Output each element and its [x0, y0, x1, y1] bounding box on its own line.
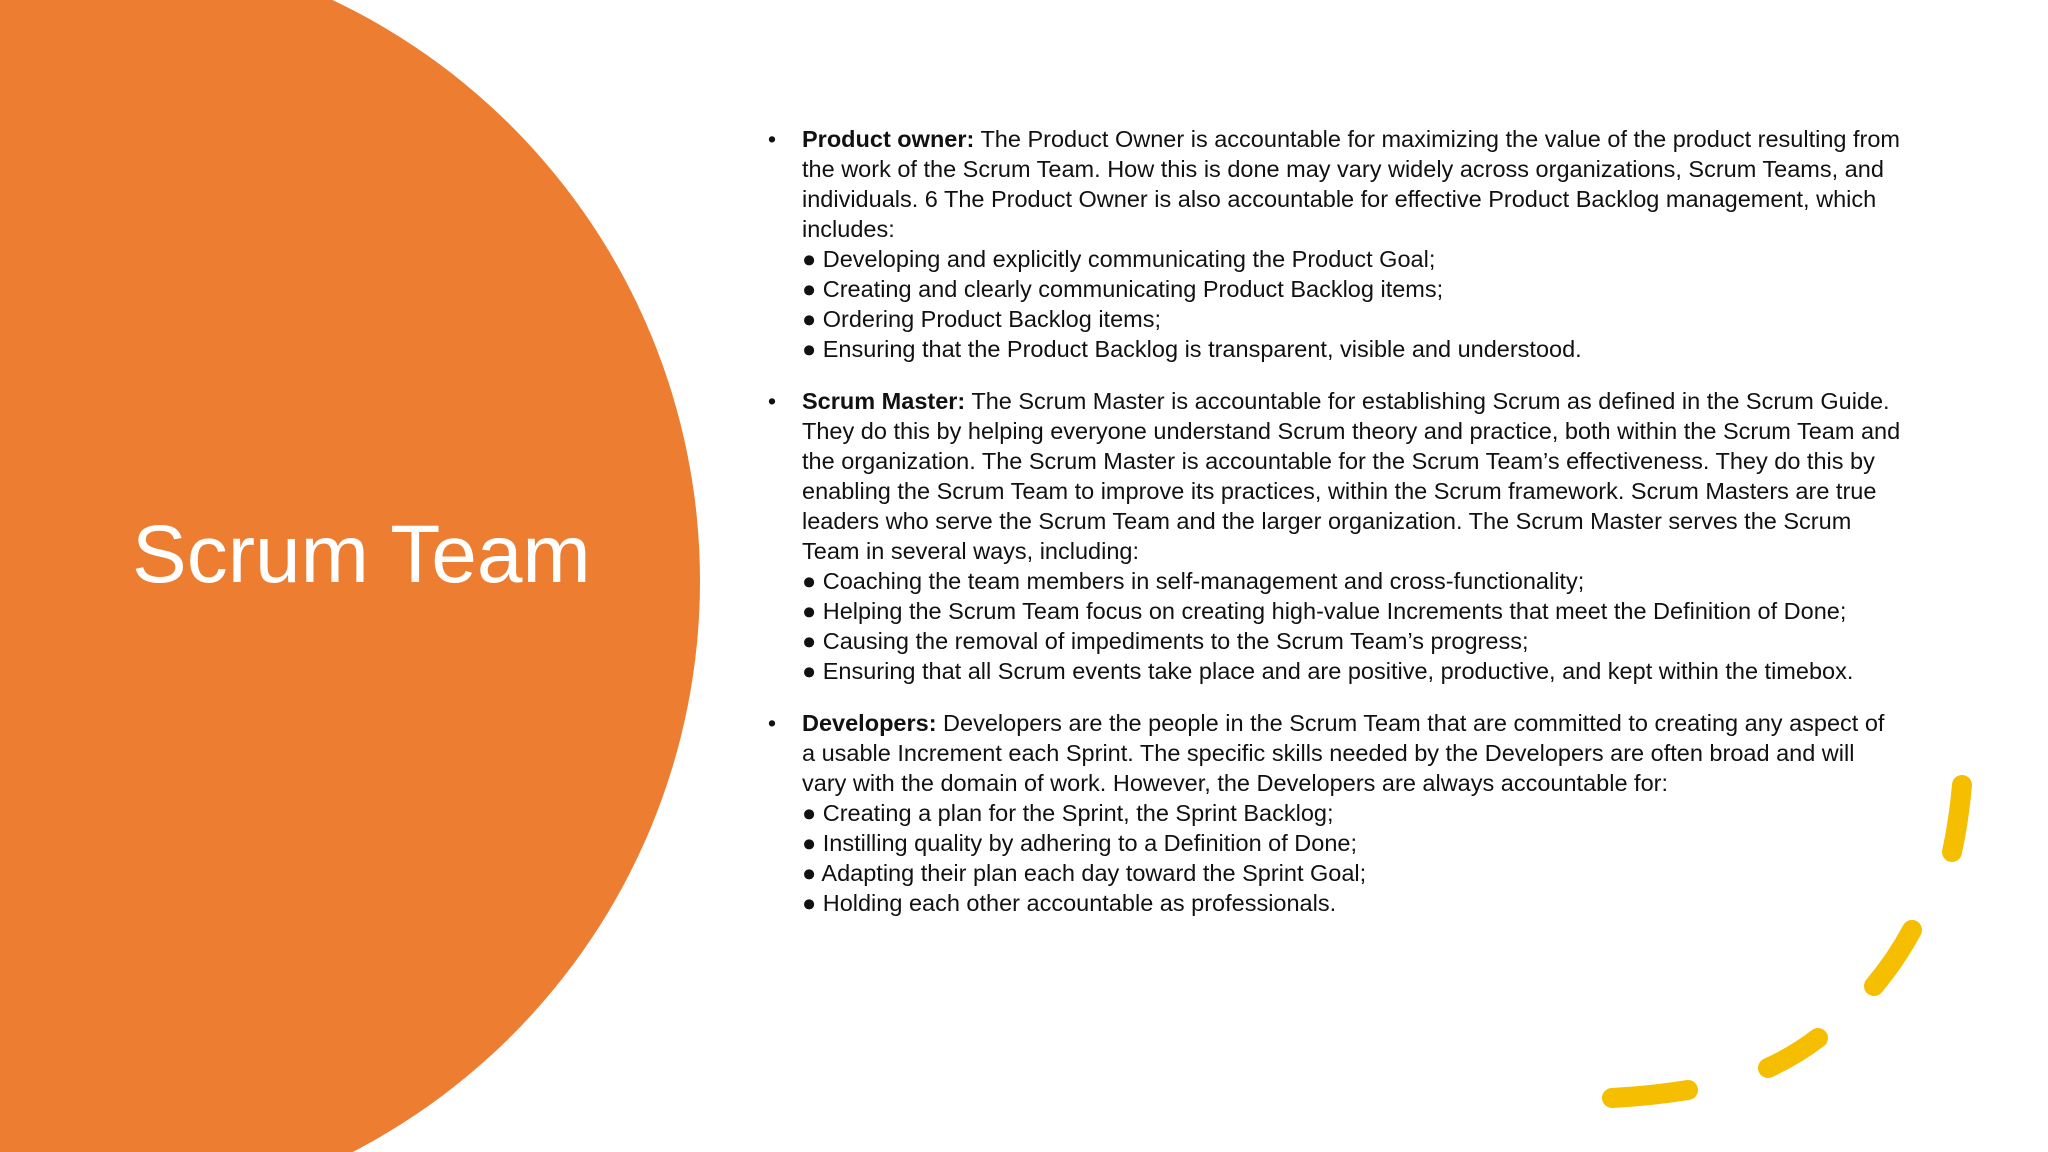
section-heading: Scrum Master:: [802, 388, 966, 414]
slide-title: Scrum Team: [132, 509, 591, 600]
bullet-marker: •: [767, 710, 777, 736]
list-item: ● Helping the Scrum Team focus on creating high-value Increments that meet the Definition of Done;: [802, 598, 1847, 624]
decoration-dash: [1612, 1090, 1688, 1098]
section-text: Developers are the people in the Scrum Team that are committed to creating any aspect of a usable Increment each Sprint. The specific skills needed by the Developers are often broad and will vary with the domain of work. However, the Developers are always accountable for:: [802, 710, 1885, 796]
section-paragraph: [802, 708, 1902, 798]
list-item: ● Creating a plan for the Sprint, the Sprint Backlog;: [802, 800, 1334, 826]
list-item: ● Ordering Product Backlog items;: [802, 306, 1162, 332]
decoration-dash: [1768, 1038, 1818, 1068]
list-item: ● Holding each other accountable as professionals.: [802, 890, 1337, 916]
list-item: ● Developing and explicitly communicating the Product Goal;: [802, 246, 1436, 272]
bullet-marker: •: [767, 388, 777, 414]
section-heading: Product owner:: [802, 126, 975, 152]
section-heading: Developers:: [802, 710, 937, 736]
section-scrum-master: [762, 386, 1902, 686]
section-developers: [762, 708, 1902, 918]
bullet-marker: •: [767, 126, 777, 152]
list-item: ● Instilling quality by adhering to a Definition of Done;: [802, 830, 1358, 856]
list-item: ● Creating and clearly communicating Product Backlog items;: [802, 276, 1444, 302]
list-item: ● Ensuring that all Scrum events take place and are positive, productive, and kept within the timebox.: [802, 658, 1854, 684]
section-text: The Product Owner is accountable for maximizing the value of the product resulting from the work of the Scrum Team. How this is done may vary widely across organizations, Scrum Teams, and individuals. 6 The Product Owner is also accountable for effective Product Backlog management, which includes:: [802, 126, 1901, 242]
section-paragraph: [802, 124, 1902, 244]
decoration-dash: [1952, 785, 1962, 852]
list-item: ● Adapting their plan each day toward the Sprint Goal;: [802, 860, 1367, 886]
list-item: ● Ensuring that the Product Backlog is transparent, visible and understood.: [802, 336, 1582, 362]
list-item: ● Causing the removal of impediments to the Scrum Team’s progress;: [802, 628, 1529, 654]
section-product-owner: [762, 124, 1902, 364]
section-text: The Scrum Master is accountable for establishing Scrum as defined in the Scrum Guide. They do this by helping everyone understand Scrum theory and practice, both within the Scrum Team and the organization. The Scrum Master is accountable for the Scrum Team’s effectiveness. They do this by enabling the Scrum Team to improve its practices, within the Scrum framework. Scrum Masters are true leaders who serve the Scrum Team and the larger organization. The Scrum Master serves the Scrum Team in several ways, including:: [802, 388, 1901, 564]
list-item: ● Coaching the team members in self-management and cross-functionality;: [802, 568, 1585, 594]
slide-body: [762, 124, 1902, 940]
section-paragraph: [802, 386, 1902, 566]
